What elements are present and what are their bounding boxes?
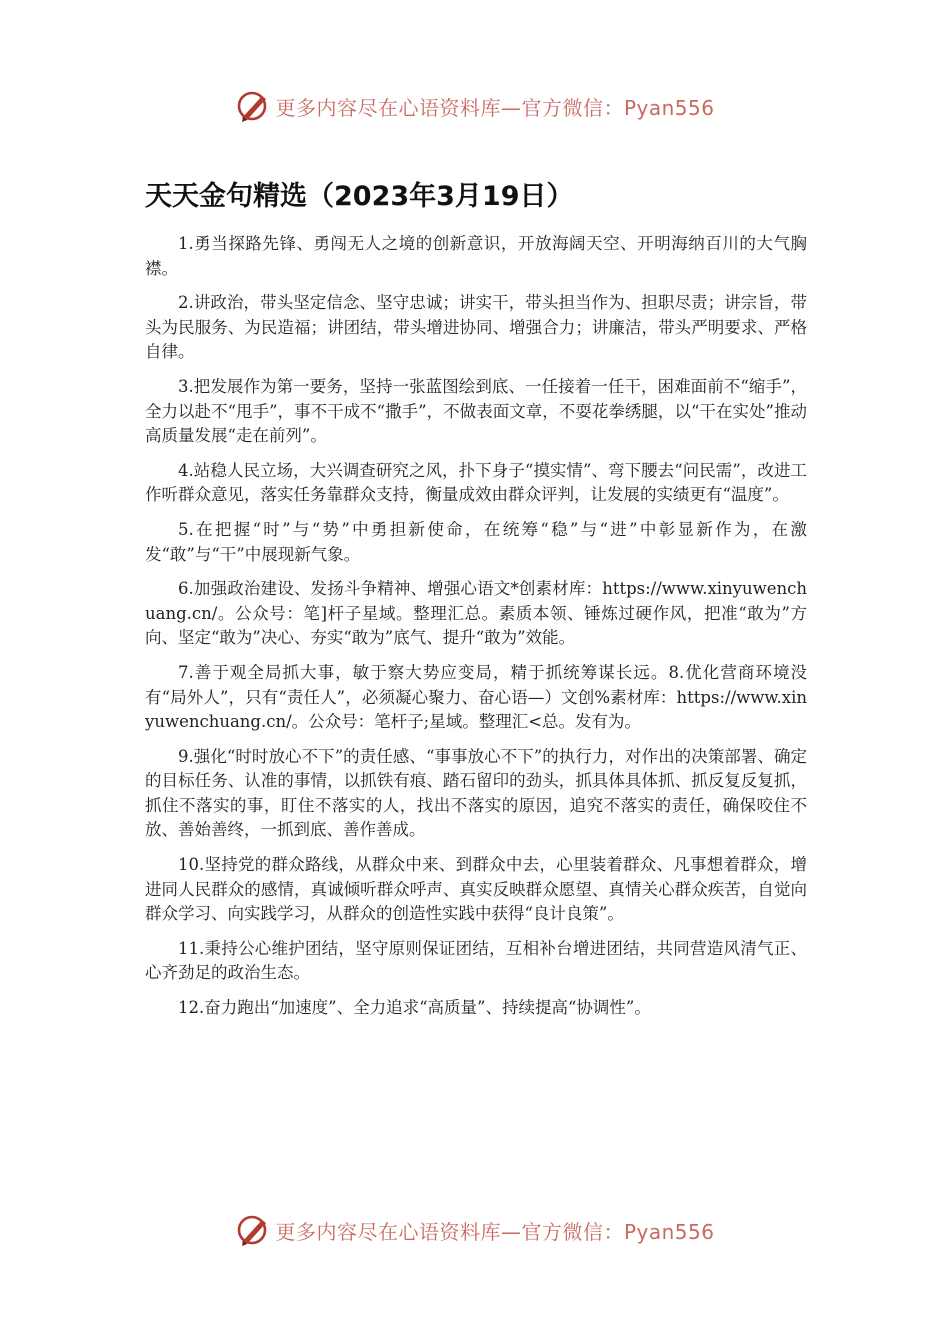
footer-banner (0, 1208, 950, 1252)
quote-paragraph-7: 7.善于观全局抓大事，敏于察大势应变局，精于抓统筹谋长远。8.优化营商环境没有“局外人”，只有“责任人”，必须凝心聚力、奋心语—）文创%素材库：https://www.xinyuwenchuang.cn/。公众号：笔杆子;星域。整理汇<总。发有为。 (145, 662, 807, 732)
pen-seal-logo-icon (235, 1212, 271, 1248)
quote-paragraph-9: 9.强化“时时放心不下”的责任感、“事事放心不下”的执行力，对作出的决策部署、确定的目标任务、认准的事情，以抓铁有痕、踏石留印的劲头，抓具体具体抓、抓反复反复抓，抓住不落实的事，盯住不落实的人，找出不落实的原因，追究不落实的责任，确保咬住不放、善始善终，一抓到底、善作善成。 (145, 746, 807, 840)
quote-paragraph-6: 6.加强政治建设、发扬斗争精神、增强心语文*创素材库：https://www.xinyuwenchuang.cn/。公众号：笔]杆子星域。整理汇总。素质本领、锤炼过硬作风，把准“敢为”方向、坚定“敢为”决心、夯实“敢为”底气、提升“敢为”效能。 (145, 579, 807, 648)
quote-paragraph-10: 10.坚持党的群众路线，从群众中来、到群众中去，心里装着群众、凡事想着群众，增进同人民群众的感情，真诚倾听群众呼声、真实反映群众愿望、真情关心群众疾苦，自觉向群众学习、向实践学习，从群众的创造性实践中获得“良计良策”。 (145, 855, 807, 924)
quote-paragraph-3: 3.把发展作为第一要务，坚持一张蓝图绘到底、一任接着一任干，困难面前不“缩手”，全力以赴不“甩手”，事不干成不“撒手”，不做表面文章，不耍花拳绣腿，以“干在实处”推动高质量发展“走在前列”。 (145, 376, 807, 446)
footer-banner-text: 更多内容尽在心语资料库—官方微信：Pyan556 (275, 1219, 715, 1244)
header-banner-text: 更多内容尽在心语资料库—官方微信：Pyan556 (275, 95, 715, 120)
quote-paragraph-2: 2.讲政治，带头坚定信念、坚守忠诚；讲实干，带头担当作为、担职尽责；讲宗旨，带头为民服务、为民造福；讲团结，带头增进协同、增强合力；讲廉洁，带头严明要求、严格自律。 (145, 293, 807, 362)
quote-paragraph-1: 1.勇当探路先锋、勇闯无人之境的创新意识，开放海阔天空、开明海纳百川的大气胸襟。 (145, 234, 807, 278)
quote-paragraph-12: 12.奋力跑出“加速度”、全力追求“高质量”、持续提高“协调性”。 (178, 998, 651, 1018)
quote-paragraph-11: 11.秉持公心维护团结，坚守原则保证团结，互相补台增进团结，共同营造风清气正、心齐劲足的政治生态。 (145, 938, 807, 983)
quote-list (145, 232, 807, 1031)
pen-seal-logo-icon (235, 88, 271, 124)
header-banner (0, 84, 950, 128)
page-title: 天天金句精选（2023年3月19日） (145, 181, 574, 212)
quote-paragraph-4: 4.站稳人民立场，大兴调查研究之风，扑下身子“摸实情”、弯下腰去“问民需”，改进工作听群众意见，落实任务靠群众支持，衡量成效由群众评判，让发展的实绩更有“温度”。 (145, 460, 807, 505)
quote-paragraph-5: 5.在把握“时”与“势”中勇担新使命，在统筹“稳”与“进”中彰显新作为，在激发“敢”与“干”中展现新气象。 (145, 519, 807, 564)
